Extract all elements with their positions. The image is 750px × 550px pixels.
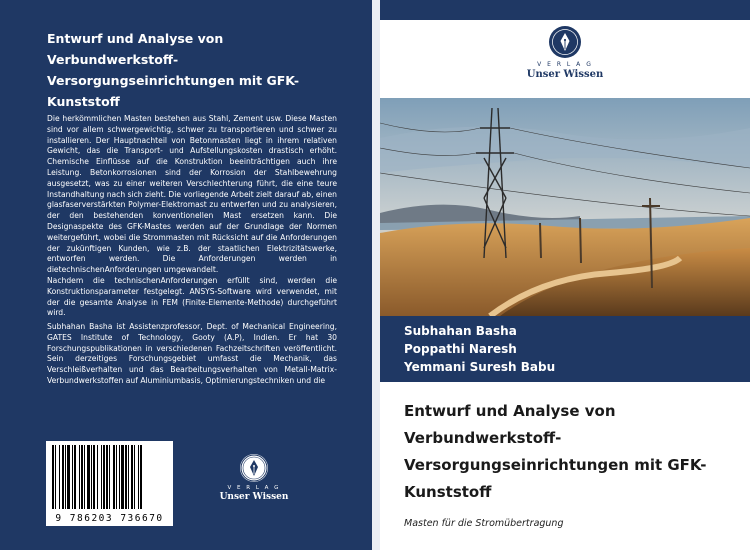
authors-band: [380, 316, 750, 382]
back-logo-verlag: V E R L A G: [227, 485, 281, 491]
back-publisher-logo: [214, 454, 294, 502]
back-logo-name: Unser Wissen: [219, 492, 289, 502]
back-cover-blurb: [47, 114, 337, 319]
cover-photo-power-lines: [380, 98, 750, 316]
barcode-icon: [50, 445, 169, 509]
author-3: Yemmani Suresh Babu: [404, 360, 556, 374]
front-cover: [380, 0, 750, 550]
author-1: Subhahan Basha: [404, 324, 517, 338]
front-cover-subtitle: Masten für die Stromübertragung: [404, 518, 564, 529]
front-cover-title: Entwurf und Analyse von Verbundwerkstoff-Versorgungseinrichtungen mit GFK-Kunststoff: [404, 402, 707, 501]
blurb-paragraph-2: Nachdem die technischenAnforderungen erfüllt sind, werden die Konstruktionsparameter festgelegt. ANSYS-Software wird verwendet, mit der die gesamte Analyse in FEM (Finite-Elemente-Methode) durchgeführt wird.: [47, 275, 337, 318]
front-top-bar: [380, 0, 750, 20]
front-publisher-logo: [515, 26, 615, 80]
fountain-pen-icon: [240, 454, 268, 482]
back-cover-title: Entwurf und Analyse von Verbundwerkstoff-Versorgungseinrichtungen mit GFK-Kunststoff: [47, 31, 300, 109]
front-logo-name: Unser Wissen: [526, 69, 604, 80]
front-logo-verlag: V E R L A G: [537, 61, 593, 68]
isbn-number: 9 786203 736670: [55, 513, 164, 524]
barcode: [46, 441, 173, 526]
fountain-pen-icon: [549, 26, 581, 58]
spine: [372, 0, 380, 550]
author-2: Poppathi Naresh: [404, 342, 517, 356]
blurb-paragraph-1: Die herkömmlichen Masten bestehen aus Stahl, Zement usw. Diese Masten sind vor allem schwergewichtig, schwer zu transportieren und schwer zu installieren. Der Hauptnachteil von Betonmasten liegt in ihrem relativen Gewicht, das die Transport- und Aufstellungskosten drastisch erhöht. Chemische Einflüsse auf die Konstruktion beeinträchtigen auch ihre Leistung. Betonkorrosionen sind der Korrosion der Stahlbewehrung ausgesetzt, was zu einer weiteren Verschlechterung führt, die eine teure Instandhaltung nach sich zieht. Die vorliegende Arbeit zielt darauf ab, einen glasfaserverstärkten Polymer-Elektromast zu entwerfen und zu analysieren, der den bestehenden konventionellen Mast ersetzen kann. Die Designaspekte des GFK-Mastes werden auf der Grundlage der Normen weitergeführt, wobei die Strommasten mit Rücksicht auf die Anforderungen der zukünftigen Kunden, wie z.B. der staatlichen Elektrizitätswerke, entworfen werden. Die Anforderungen werden in dietechnischenAnforderungen umgewandelt.: [47, 114, 337, 275]
author-bio: Subhahan Basha ist Assistenzprofessor, Dept. of Mechanical Engineering, GATES Institute of Technology, Gooty (A.P), Indien. Er hat 30 Forschungspublikationen in verschiedenen Fachzeitschriften veröffentlicht. Sein derzeitiges Forschungsgebiet umfasst die Mechanik, das Verschleißverhalten und das Bearbeitungsverhalten von Metall-Matrix-Verbundwerkstoffen auf Aluminiumbasis, Optimierungstechniken und die: [47, 322, 337, 385]
back-cover: [0, 0, 372, 550]
